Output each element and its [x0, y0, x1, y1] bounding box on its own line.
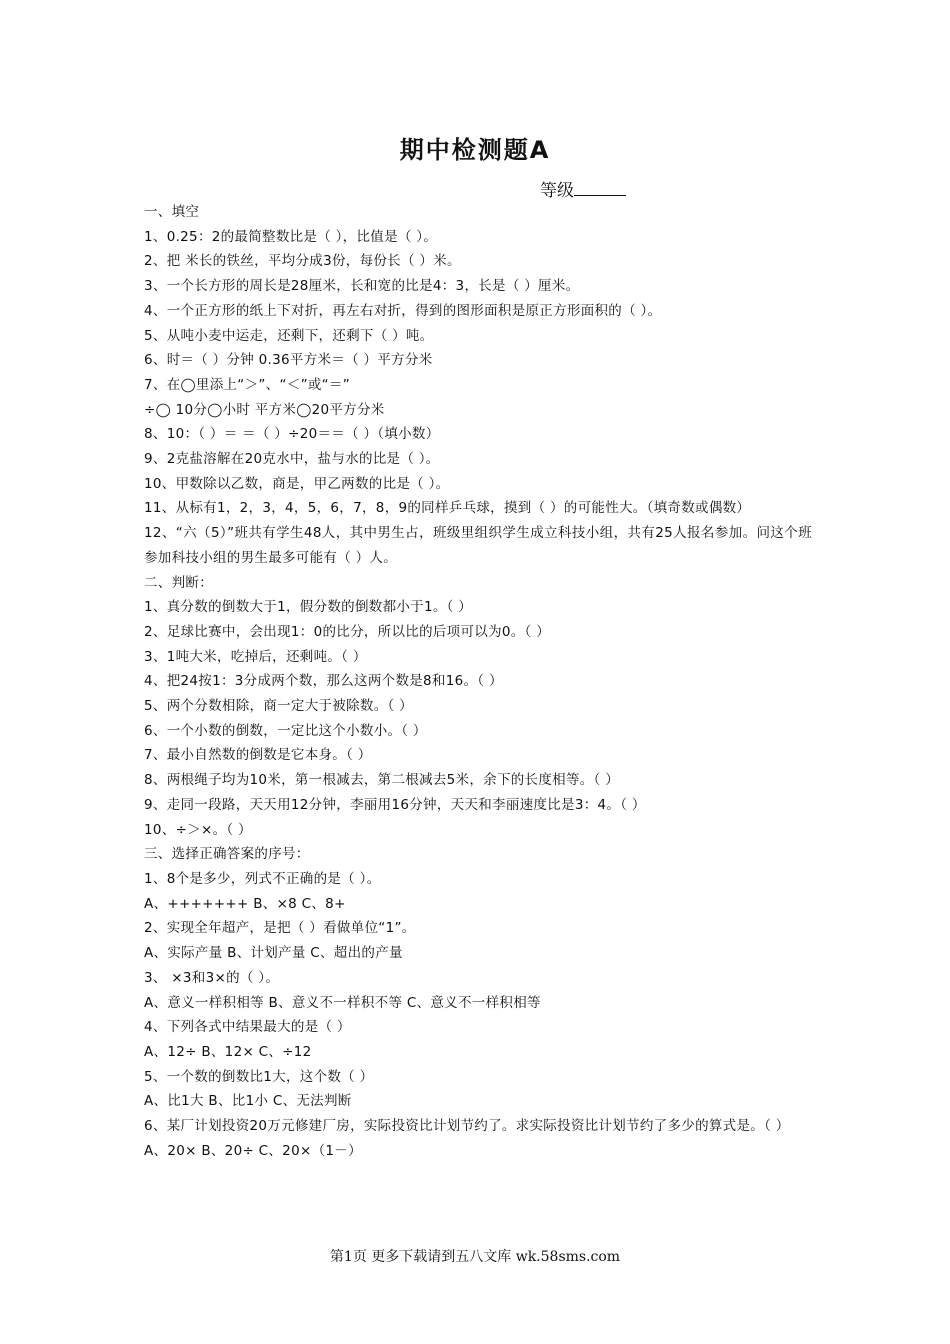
grade-blank	[574, 181, 626, 196]
question-line: 10、÷＞×。（ ）	[144, 821, 252, 838]
question-line: 9、2克盐溶解在20克水中，盐与水的比是（ ）。	[144, 451, 440, 468]
question-line: 6、时＝（ ）分钟 0.36平方米＝（ ）平方分米	[144, 352, 433, 369]
question-line: 3、 ×3和3×的（ ）。	[144, 969, 280, 986]
grade-field	[540, 176, 626, 201]
question-line: 5、两个分数相除，商一定大于被除数。（ ）	[144, 698, 413, 715]
option-line: A、实际产量 B、计划产量 C、超出的产量	[144, 945, 403, 962]
question-line: 6、一个小数的倒数，一定比这个小数小。（ ）	[144, 722, 427, 739]
question-line: 4、下列各式中结果最大的是（ ）	[144, 1019, 351, 1036]
question-line: 3、1吨大米，吃掉后，还剩吨。（ ）	[144, 648, 367, 665]
question-line: 4、把24按1：3分成两个数，那么这两个数是8和16。（ ）	[144, 673, 503, 690]
option-line: A、+++++++ B、×8 C、8+	[144, 895, 346, 912]
question-line: ÷◯ 10分◯小时 平方米◯20平方分米	[144, 401, 385, 418]
question-line: 1、0.25：2的最简整数比是（ ），比值是（ ）。	[144, 228, 438, 245]
question-line: 10、甲数除以乙数，商是，甲乙两数的比是（ ）。	[144, 475, 450, 492]
option-line: A、20× B、20÷ C、20×（1－）	[144, 1142, 362, 1159]
question-line: 8、两根绳子均为10米，第一根减去，第二根减去5米，余下的长度相等。（ ）	[144, 772, 619, 789]
option-line: A、12÷ B、12× C、÷12	[144, 1043, 312, 1060]
section-heading-choice: 三、选择正确答案的序号：	[144, 846, 310, 863]
question-line: 5、从吨小麦中运走，还剩下，还剩下（ ）吨。	[144, 327, 434, 344]
option-line: A、比1大 B、比1小 C、无法判断	[144, 1093, 352, 1110]
question-line: 7、最小自然数的倒数是它本身。（ ）	[144, 747, 372, 764]
page-footer: 第1页 更多下载请到五八文库 wk.58sms.com	[329, 1249, 621, 1265]
question-line: 4、一个正方形的纸上下对折，再左右对折，得到的图形面积是原正方形面积的（ ）。	[144, 302, 662, 319]
option-line: A、意义一样积相等 B、意义不一样积不等 C、意义不一样积相等	[144, 994, 541, 1011]
question-line: 5、一个数的倒数比1大，这个数（ ）	[144, 1068, 374, 1085]
question-line: 7、在◯里添上“＞”、“＜”或“＝”	[144, 376, 351, 393]
question-line: 2、实现全年超产，是把（ ）看做单位“1”。	[144, 920, 416, 937]
question-line: 6、某厂计划投资20万元修建厂房，实际投资比计划节约了。求实际投资比计划节约了多少的算式是。（ ）	[144, 1118, 790, 1135]
question-line: 1、8个是多少，列式不正确的是（ ）。	[144, 870, 381, 887]
question-line: 8、10：（ ）＝ ＝（ ）÷20＝＝（ ）（填小数）	[144, 426, 440, 443]
exam-content	[144, 200, 812, 1163]
section-heading-fill: 一、填空	[144, 204, 200, 220]
question-line: 1、真分数的倒数大于1，假分数的倒数都小于1。（ ）	[144, 599, 473, 616]
question-line: 2、把 米长的铁丝，平均分成3份，每份长（ ）米。	[144, 253, 461, 270]
page-title: 期中检测题A	[399, 136, 551, 164]
section-heading-judge: 二、判断：	[144, 574, 213, 591]
grade-label: 等级	[540, 181, 574, 201]
question-line: 9、走同一段路，天天用12分钟，李丽用16分钟，天天和李丽速度比是3：4。（ ）	[144, 796, 646, 813]
question-line: 11、从标有1，2，3，4，5，6，7，8，9的同样乒乓球，摸到（ ）的可能性大。（填奇数或偶数）	[144, 500, 751, 517]
question-line: 3、一个长方形的周长是28厘米，长和宽的比是4：3，长是（ ）厘米。	[144, 278, 580, 295]
question-line: 2、足球比赛中，会出现1：0的比分，所以比的后项可以为0。（ ）	[144, 623, 550, 640]
question-line: 12、“六（5）”班共有学生48人，其中男生占，班级里组织学生成立科技小组，共有25人报名参加。问这个班参加科技小组的男生最多可能有（ ）人。	[144, 525, 812, 566]
